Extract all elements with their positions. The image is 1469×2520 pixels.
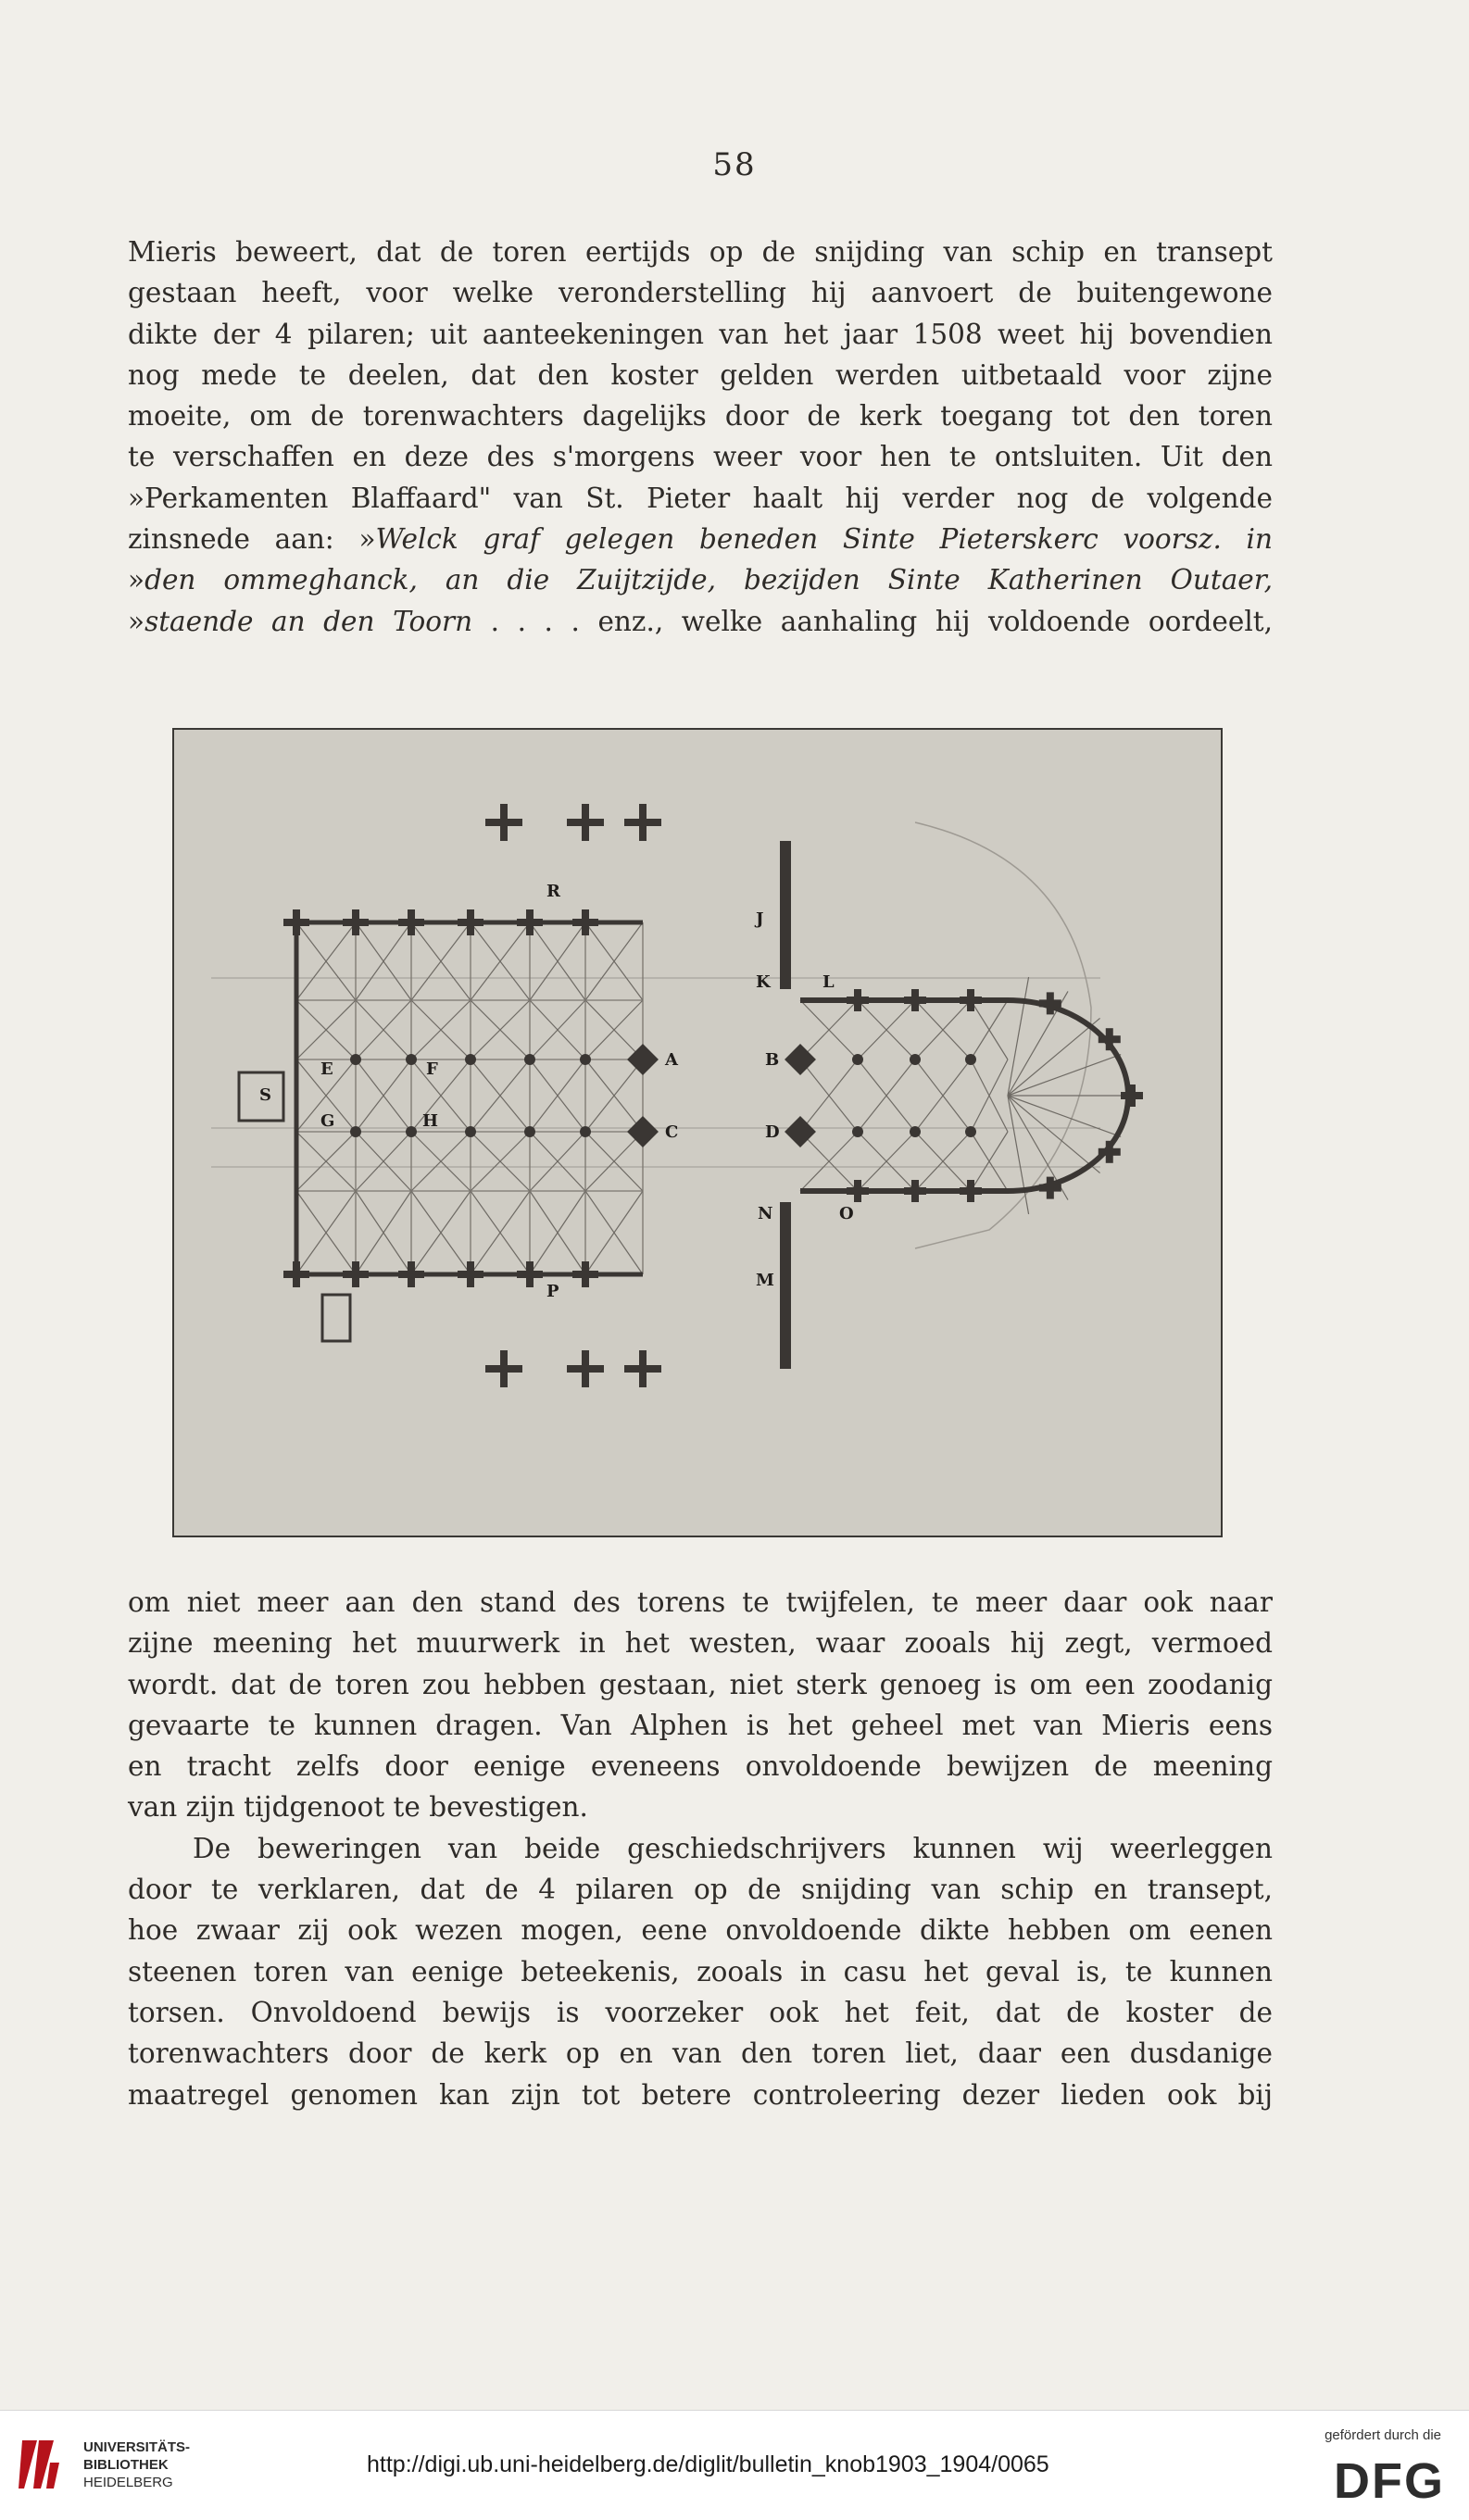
buttress-icon (911, 989, 919, 1011)
pier-icon (965, 1054, 976, 1065)
text-run: zinsnede aan: » (128, 523, 376, 556)
plan-label: P (546, 1282, 559, 1301)
pier-icon (852, 1054, 863, 1065)
text-run: » (128, 605, 145, 637)
buttress-icon (639, 1350, 647, 1387)
top-paragraph (128, 232, 1273, 642)
library-name-line-3: HEIDELBERG (83, 2475, 173, 2490)
apse-rib (1008, 1018, 1100, 1096)
plan-label: E (320, 1059, 333, 1079)
plan-label: B (765, 1050, 780, 1070)
buttress-icon (582, 1261, 589, 1287)
plan-label: S (259, 1085, 271, 1105)
text-line (128, 314, 1273, 355)
text-line: wordt. dat de toren zou hebben gestaan, niet sterk genoeg is om een zoodanig (128, 1668, 1273, 1700)
buttress-icon (500, 1350, 508, 1387)
text-run: gestaan heeft, voor welke veronderstelling hij aanvoert de buitengewone (128, 277, 1273, 309)
text-line (128, 559, 1273, 600)
plan-label: L (822, 972, 835, 992)
buttress-icon (1128, 1084, 1136, 1107)
buttress-icon (582, 1350, 589, 1387)
buttress-icon (967, 1180, 974, 1202)
text-line (128, 232, 1273, 272)
church-floor-plan-figure (172, 728, 1223, 1537)
buttress-icon (911, 1180, 919, 1202)
text-line: van zijn tijdgenoot te bevestigen. (128, 1791, 588, 1824)
apse-rib (1008, 1096, 1121, 1136)
text-run: moeite, om de torenwachters dagelijks door de kerk toegang tot den toren (128, 400, 1273, 433)
text-line: gevaarte te kunnen dragen. Van Alphen is het geheel met van Mieris eens (128, 1709, 1273, 1741)
floor-plan-drawing (174, 730, 1221, 1536)
italic-quote: staende an den Toorn (144, 605, 473, 637)
text-line: De beweringen van beide geschiedschrijvers kunnen wij weerleggen (193, 1832, 1273, 1864)
pier-icon (406, 1126, 417, 1137)
text-run: » (128, 564, 145, 596)
text-run: »Perkamenten Blaffaard" van St. Pieter haalt hij verder nog de volgende (128, 482, 1273, 514)
funded-by-label: gefördert durch die (1325, 2427, 1441, 2443)
buttress-icon (467, 909, 474, 935)
text-line: torsen. Onvoldoend bewijs is voorzeker ook het feit, dat de koster de (128, 1996, 1273, 2028)
plan-label: F (426, 1059, 438, 1079)
pier-icon (910, 1054, 921, 1065)
buttress-icon (352, 1261, 359, 1287)
pier-icon (965, 1126, 976, 1137)
buttress-icon (526, 909, 534, 935)
plan-label: O (839, 1204, 854, 1223)
pier-icon (524, 1126, 535, 1137)
text-line: steenen toren van eenige beteekenis, zooals in casu het geval is, te kunnen (128, 1955, 1273, 1987)
buttress-icon (639, 804, 647, 841)
library-name-line-1: UNIVERSITÄTS- (83, 2439, 191, 2455)
pier-icon (465, 1054, 476, 1065)
buttress-icon (1047, 1177, 1054, 1199)
plan-label: G (320, 1111, 335, 1131)
text-run: Mieris beweert, dat de toren eertijds op de snijding van schip en transept (128, 236, 1273, 268)
text-line: door te verklaren, dat de 4 pilaren op de snijding van schip en transept, (128, 1874, 1273, 1906)
university-library-logo-icon (17, 2435, 61, 2494)
plan-label: C (665, 1122, 679, 1142)
plan-label: A (665, 1050, 678, 1070)
italic-quote: den ommeghanck, an die Zuijtzijde, bezijden Sinte Katherinen Outaer, (144, 564, 1273, 596)
text-line (128, 601, 1273, 642)
buttress-icon (408, 909, 415, 935)
plan-label: H (422, 1111, 439, 1131)
nave-wall (296, 922, 643, 1274)
buttress-icon (854, 989, 861, 1011)
text-line: maatregel genomen kan zijn tot betere controleering dezer lieden ook bij (128, 2078, 1273, 2111)
stair-tower (322, 1295, 350, 1341)
text-line (128, 395, 1273, 436)
text-line (128, 436, 1273, 477)
buttress-icon (293, 1261, 300, 1287)
library-name-line-2: BIBLIOTHEK (83, 2457, 169, 2473)
buttress-icon (854, 1180, 861, 1202)
text-line: om niet meer aan den stand des torens te twijfelen, te meer daar ook naar (128, 1586, 1273, 1618)
buttress-icon (352, 909, 359, 935)
footer (0, 2410, 1469, 2520)
text-line (128, 519, 1273, 559)
plan-label: K (756, 972, 771, 992)
pier-icon (350, 1126, 361, 1137)
buttress-icon (293, 909, 300, 935)
buttress-icon (1047, 992, 1054, 1014)
buttress-icon (467, 1261, 474, 1287)
pier-icon (524, 1054, 535, 1065)
apse-rib (1008, 1055, 1121, 1096)
text-line (128, 355, 1273, 395)
buttress-icon (582, 804, 589, 841)
text-line (128, 272, 1273, 313)
text-run: dikte der 4 pilaren; uit aanteekeningen van het jaar 1508 weet hij bovendien (128, 318, 1273, 350)
page-number: 58 (712, 146, 757, 183)
text-run: nog mede te deelen, dat den koster gelden werden uitbetaald voor zijne (128, 358, 1273, 391)
buttress-icon (1106, 1141, 1113, 1163)
buttress-icon (582, 909, 589, 935)
plan-label: N (758, 1204, 773, 1223)
buttress-icon (408, 1261, 415, 1287)
text-run: . . . . enz., welke aanhaling hij voldoende oordeelt, (472, 605, 1273, 637)
plan-label: R (546, 882, 560, 901)
pier-icon (852, 1126, 863, 1137)
pier-icon (580, 1126, 591, 1137)
buttress-icon (500, 804, 508, 841)
apse-rib (1008, 1096, 1100, 1173)
pier-icon (406, 1054, 417, 1065)
university-library-name (83, 2439, 190, 2491)
pier-icon (350, 1054, 361, 1065)
buttress-icon (1106, 1028, 1113, 1050)
text-line: hoe zwaar zij ook wezen mogen, eene onvoldoende dikte hebben om eenen (128, 1914, 1273, 1947)
italic-quote: Welck graf gelegen beneden Sinte Pieterskerc voorsz. in (375, 523, 1273, 556)
text-line: zijne meening het muurwerk in het westen, waar zooals hij zegt, vermoed (128, 1627, 1273, 1660)
permalink-url[interactable]: http://digi.ub.uni-heidelberg.de/diglit/bulletin_knob1903_1904/0065 (367, 2451, 1049, 2477)
plan-label: M (756, 1271, 774, 1290)
bottom-text (128, 1582, 1273, 2115)
buttress-icon (967, 989, 974, 1011)
pier-icon (465, 1126, 476, 1137)
buttress-icon (526, 1261, 534, 1287)
pier-icon (580, 1054, 591, 1065)
text-line: en tracht zelfs door eenige eveneens onvoldoende bewijzen de meening (128, 1750, 1273, 1783)
plan-label: D (765, 1122, 780, 1142)
text-line: torenwachters door de kerk op en van den toren liet, daar een dusdanige (128, 2037, 1273, 2070)
plan-label: J (756, 909, 764, 929)
dfg-logo: DFG (1334, 2453, 1445, 2509)
pier-icon (910, 1126, 921, 1137)
text-line (128, 478, 1273, 519)
text-run: te verschaffen en deze des s'morgens weer voor hen te ontsluiten. Uit den (128, 441, 1273, 473)
